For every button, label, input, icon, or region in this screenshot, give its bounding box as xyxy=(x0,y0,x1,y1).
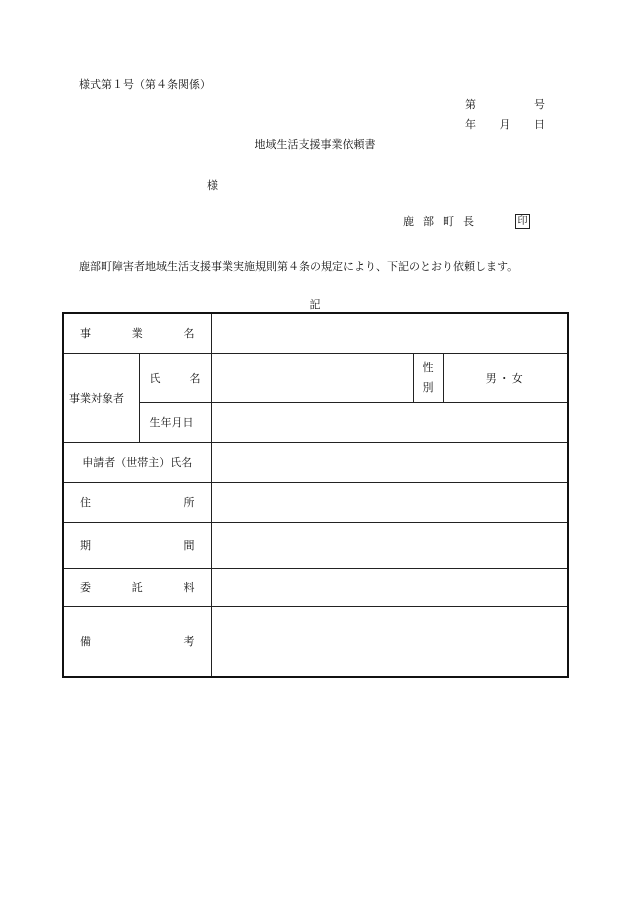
birthdate-label: 生年月日 xyxy=(139,402,211,442)
remarks-label: 備 考 xyxy=(80,635,195,649)
subject-name-field[interactable] xyxy=(211,353,413,402)
year-label: 年 xyxy=(465,118,476,131)
issuer xyxy=(403,213,530,229)
fee-label-cell xyxy=(63,568,211,606)
table-row xyxy=(63,482,568,522)
document-number-line xyxy=(465,96,545,112)
table-row xyxy=(63,606,568,677)
period-label: 期 間 xyxy=(80,539,195,552)
month-label: 月 xyxy=(499,118,511,131)
business-name-label-cell xyxy=(63,313,211,353)
table-row xyxy=(63,568,568,606)
period-label-cell xyxy=(63,522,211,568)
table-row xyxy=(63,442,568,482)
form-number: 様式第１号（第４条関係） xyxy=(79,78,211,91)
body-text: 鹿部町障害者地域生活支援事業実施規則第４条の規定により、下記のとおり依頼します。 xyxy=(79,260,519,273)
addressee-suffix: 様 xyxy=(207,179,218,192)
applicant-label: 申請者（世帯主）氏名 xyxy=(63,442,211,482)
issuer-name: 鹿部町長 xyxy=(403,215,483,228)
day-label: 日 xyxy=(534,118,545,131)
business-name-field[interactable] xyxy=(211,313,568,353)
number-suffix: 号 xyxy=(534,98,545,111)
table-row xyxy=(63,353,568,402)
table-row xyxy=(63,313,568,353)
fee-field[interactable] xyxy=(211,568,568,606)
fee-label: 委 託 料 xyxy=(80,581,195,594)
name-label: 氏 名 xyxy=(149,371,201,385)
request-form-table xyxy=(62,312,569,678)
seal-mark: 印 xyxy=(515,214,530,229)
address-label-cell xyxy=(63,482,211,522)
ki-heading: 記 xyxy=(309,298,321,311)
birthdate-field[interactable] xyxy=(211,402,568,442)
business-name-label: 事 業 名 xyxy=(80,327,195,341)
table-row xyxy=(63,522,568,568)
remarks-label-cell xyxy=(63,606,211,677)
table-row xyxy=(63,402,568,442)
subject-label: 事業対象者 xyxy=(63,353,139,442)
remarks-field[interactable] xyxy=(211,606,568,677)
sex-label-2: 別 xyxy=(422,380,434,394)
document-title: 地域生活支援事業依頼書 xyxy=(254,138,376,151)
applicant-field[interactable] xyxy=(211,442,568,482)
number-prefix: 第 xyxy=(465,98,476,111)
sex-label-1: 性 xyxy=(422,360,434,374)
period-field[interactable] xyxy=(211,522,568,568)
address-field[interactable] xyxy=(211,482,568,522)
sex-options[interactable]: 男・女 xyxy=(443,353,568,402)
date-line xyxy=(465,116,545,132)
address-label: 住 所 xyxy=(80,496,195,509)
name-label-cell xyxy=(139,353,211,402)
sex-label-cell xyxy=(413,353,443,402)
